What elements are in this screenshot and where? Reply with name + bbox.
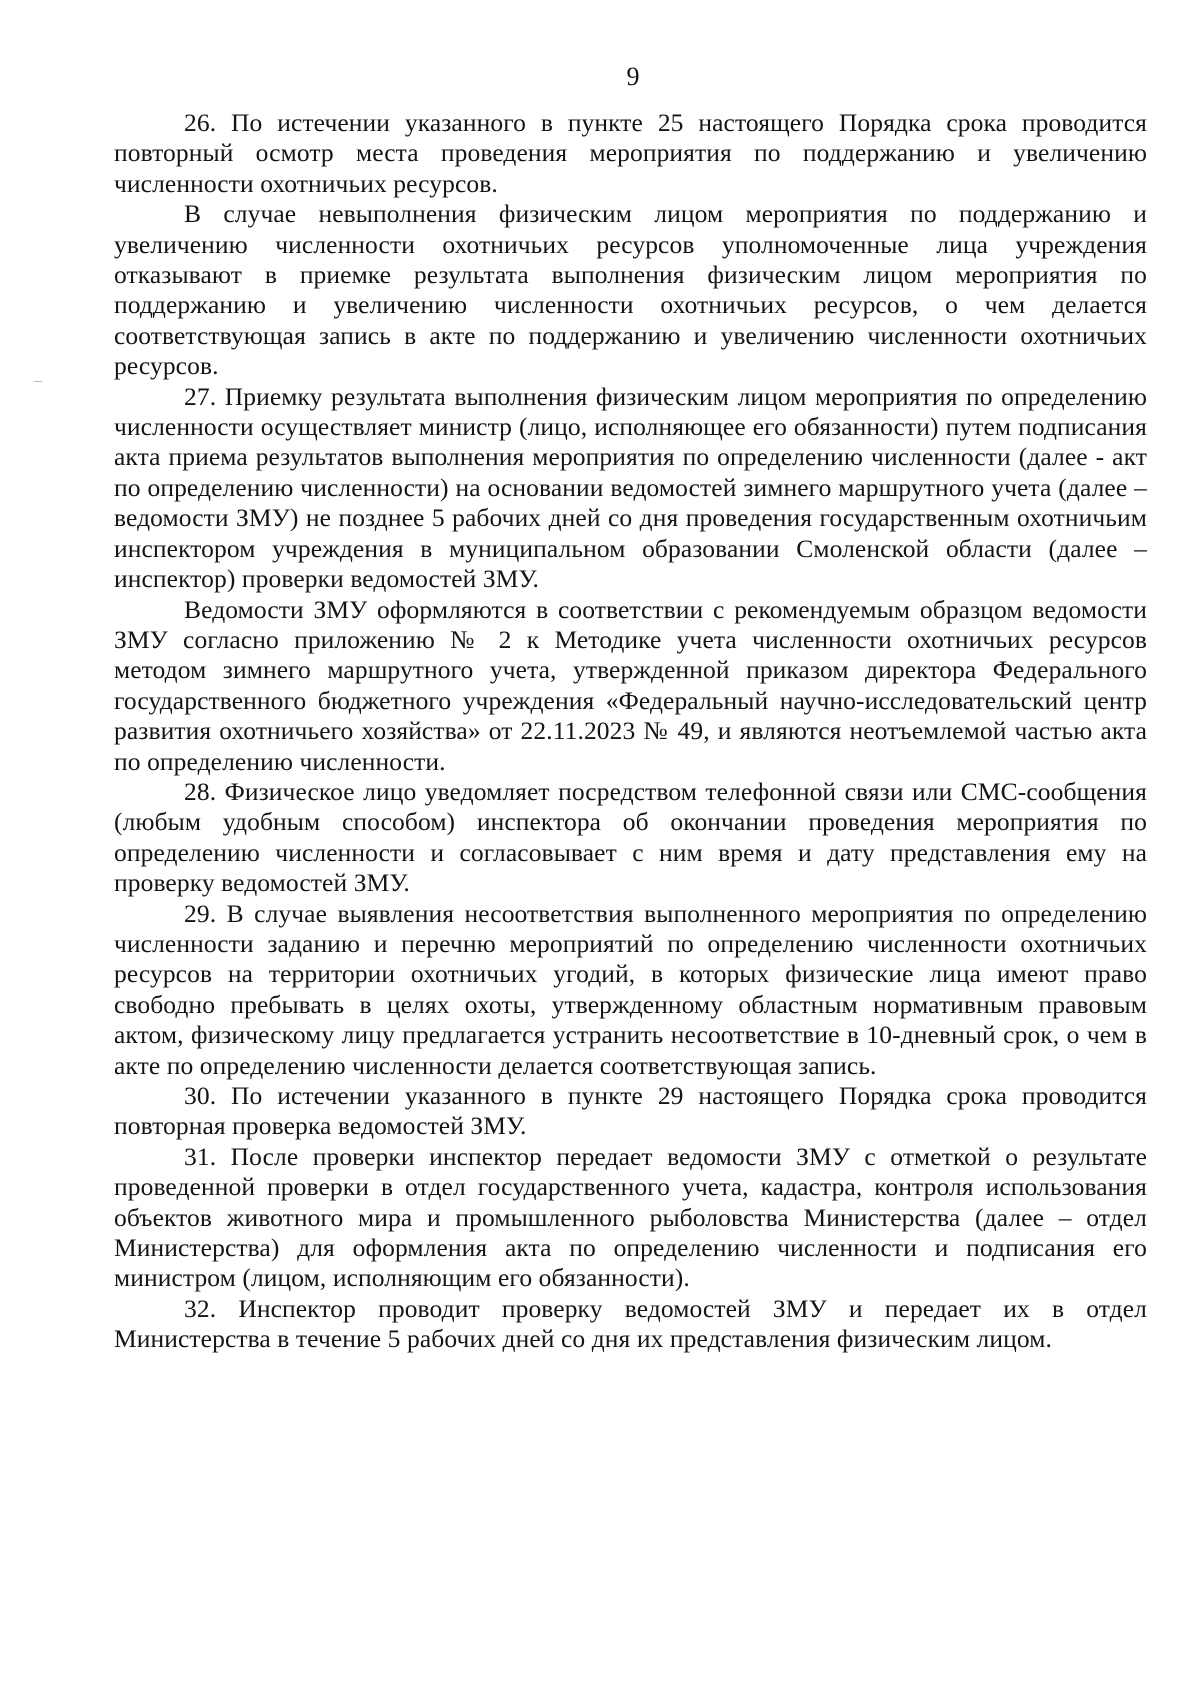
paragraph-27-continued: Ведомости ЗМУ оформляются в соответствии с рекомендуемым образцом ведомости ЗМУ согласно приложению № 2 к Методике учета численности охотничьих ресурсов методом зимнего маршрутного учета, утвержденной приказом директора Федерального государственного бюджетного учреждения «Федеральный научно-исследовательский центр развития охотничьего хозяйства» от 22.11.2023 № 49, и являются неотъемлемой частью акта по определению численности. (114, 594, 1147, 776)
paragraph-29: 29. В случае выявления несоответствия выполненного мероприятия по определению численности заданию и перечню мероприятий по определению численности охотничьих ресурсов на территории охотничьих угодий, в которых физические лица имеют право свободно пребывать в целях охоты, утвержденному областным нормативным правовым актом, физическому лицу предлагается устранить несоответствие в 10-дневный срок, о чем в акте по определению численности делается соответствующая запись. (114, 898, 1147, 1080)
paragraph-32: 32. Инспектор проводит проверку ведомостей ЗМУ и передает их в отдел Министерства в течение 5 рабочих дней со дня их представления физическим лицом. (114, 1293, 1147, 1354)
page-number: 9 (626, 62, 640, 91)
paragraph-26: 26. По истечении указанного в пункте 25 настоящего Порядка срока проводится повторный осмотр места проведения мероприятия по поддержанию и увеличению численности охотничьих ресурсов. (114, 108, 1147, 198)
paragraph-30: 30. По истечении указанного в пункте 29 настоящего Порядка срока проводится повторная проверка ведомостей ЗМУ. (114, 1081, 1147, 1141)
paragraph-28: 28. Физическое лицо уведомляет посредством телефонной связи или СМС-сообщения (любым удобным способом) инспектора об окончании проведения мероприятия по определению численности и согласовывает с ним время и дату представления ему на проверку ведомостей ЗМУ. (114, 776, 1147, 898)
document-body (114, 108, 1147, 1355)
paragraph-27: 27. Приемку результата выполнения физическим лицом мероприятия по определению численности осуществляет министр (лицо, исполняющее его обязанности) путем подписания акта приема результатов выполнения мероприятия по определению численности (далее - акт по определению численности) на основании ведомостей зимнего маршрутного учета (далее – ведомости ЗМУ) не позднее 5 рабочих дней со дня проведения государственным охотничьим инспектором учреждения в муниципальном образовании Смоленской области (далее – инспектор) проверки ведомостей ЗМУ. (114, 381, 1147, 594)
paragraph-26-continued: В случае невыполнения физическим лицом мероприятия по поддержанию и увеличению численности охотничьих ресурсов уполномоченные лица учреждения отказывают в приемке результата выполнения физическим лицом мероприятия по поддержанию и увеличению численности охотничьих ресурсов, о чем делается соответствующая запись в акте по поддержанию и увеличению численности охотничьих ресурсов. (114, 199, 1147, 381)
margin-mark (34, 381, 42, 382)
paragraph-31: 31. После проверки инспектор передает ведомости ЗМУ с отметкой о результате проведенной проверки в отдел государственного учета, кадастра, контроля использования объектов животного мира и промышленного рыболовства Министерства (далее – отдел Министерства) для оформления акта по определению численности и подписания его министром (лицом, исполняющим его обязанности). (114, 1141, 1147, 1293)
